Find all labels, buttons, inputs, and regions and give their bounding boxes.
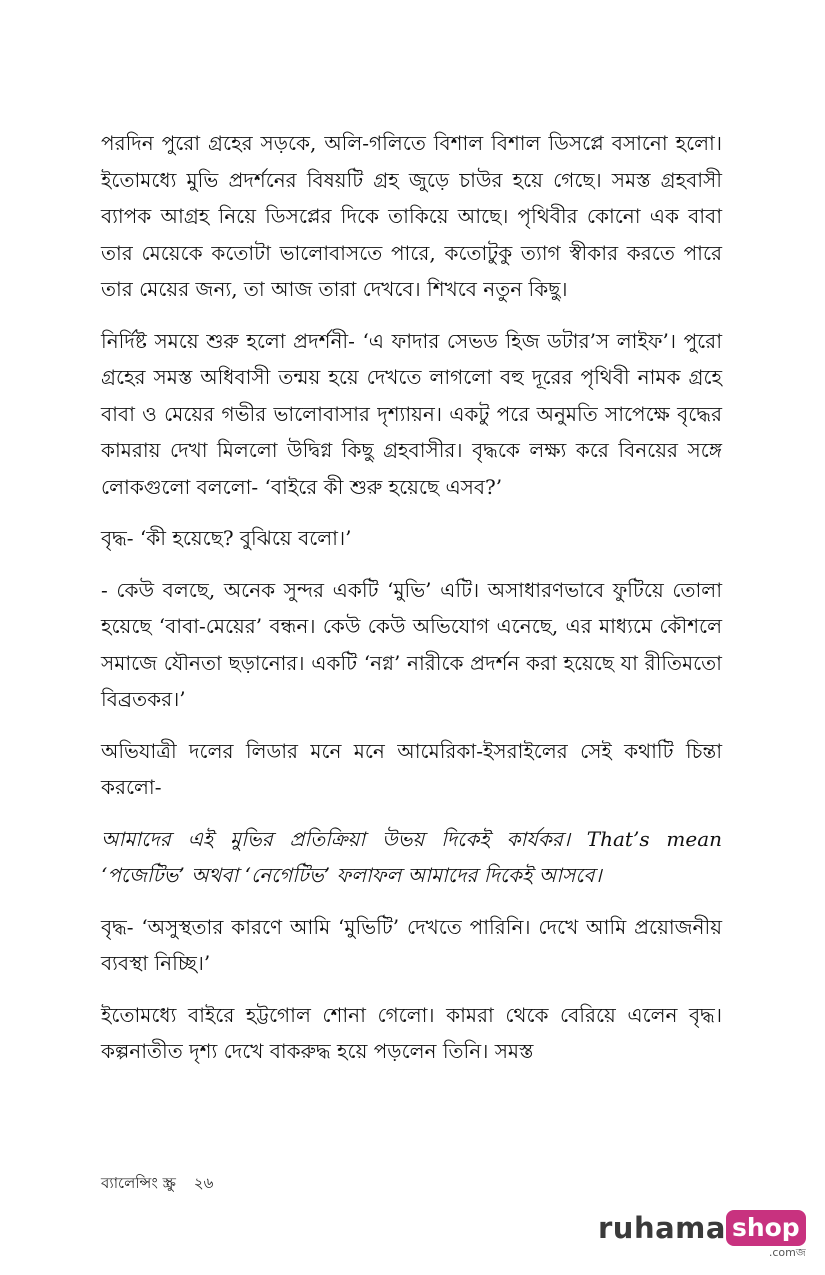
paragraph-8: ইতোমধ্যে বাইরে হট্টগোল শোনা গেলো। কামরা থেকে বেরিয়ে এলেন বৃদ্ধ। কল্পনাতীত দৃশ্য দেখে বাকরুদ্ধ হয়ে পড়লেন তিনি। সমস্ত [101,1002,722,1063]
footer-book-title: ব্যালেন্সিং স্ক্রু [101,1174,176,1192]
page-footer [101,1172,213,1197]
logo-shop-wrap [726,1208,806,1259]
ruhamashop-logo [598,1208,806,1258]
paragraph-7: বৃদ্ধ- ‘অসুস্থতার কারণে আমি ‘মুভিটি’ দেখতে পারিনি। দেখে আমি প্রয়োজনীয় ব্যবস্থা নিচ্ছি।’ [101,914,722,975]
paragraph-4: - কেউ বলছে, অনেক সুন্দর একটি ‘মুভি’ এটি। অসাধারণভাবে ফুটিয়ে তোলা হয়েছে ‘বাবা-মেয়ের’ বন্ধন। কেউ কেউ অভিযোগ এনেছে, এর মাধ্যমে কৌশলে সমাজে যৌনতা ছড়ানোর। একটি ‘নগ্ন’ নারীকে প্রদর্শন করা হয়েছে যা রীতিমতো বিব্রতকর।’ [101,577,722,711]
logo-text-shop: shop [726,1210,806,1246]
footer-page-number: ২৬ [193,1174,214,1192]
paragraph-6-italic-quote: আমাদের এই মুভির প্রতিক্রিয়া উভয় দিকেই কার্যকর। That’s mean ‘পজেটিভ’ অথবা ‘নেগেটিভ’ ফলাফল আমাদের দিকেই আসবে। [101,826,722,887]
logo-text-suffix: .comজ [768,1246,806,1259]
page-body [101,125,722,1085]
paragraph-5: অভিযাত্রী দলের লিডার মনে মনে আমেরিকা-ইসরাইলের সেই কথাটি চিন্তা করলো- [101,738,722,799]
logo-text-ruhama: ruhama [598,1211,726,1245]
paragraph-2: নির্দিষ্ট সময়ে শুরু হলো প্রদর্শনী- ‘এ ফাদার সেভড হিজ ডটার’স লাইফ’। পুরো গ্রহের সমস্ত অধিবাসী তন্ময় হয়ে দেখতে লাগলো বহু দূরের পৃথিবী নামক গ্রহে বাবা ও মেয়ের গভীর ভালোবাসার দৃশ্যায়ন। একটু পরে অনুমতি সাপেক্ষে বৃদ্ধের কামরায় দেখা মিললো উদ্বিগ্ন কিছু গ্রহবাসীর। বৃদ্ধকে লক্ষ্য করে বিনয়ের সঙ্গে লোকগুলো বললো- ‘বাইরে কী শুরু হয়েছে এসব?’ [101,328,722,499]
paragraph-3: বৃদ্ধ- ‘কী হয়েছে? বুঝিয়ে বলো।’ [101,526,352,550]
paragraph-1: পরদিন পুরো গ্রহের সড়কে, অলি-গলিতে বিশাল বিশাল ডিসপ্লে বসানো হলো। ইতোমধ্যে মুভি প্রদর্শনের বিষয়টি গ্রহ জুড়ে চাউর হয়ে গেছে। সমস্ত গ্রহবাসী ব্যাপক আগ্রহ নিয়ে ডিসপ্লের দিকে তাকিয়ে আছে। পৃথিবীর কোনো এক বাবা তার মেয়েকে কতোটা ভালোবাসতে পারে, কতোটুকু ত্যাগ স্বীকার করতে পারে তার মেয়ের জন্য, তা আজ তারা দেখবে। শিখবে নতুন কিছু। [101,131,722,301]
